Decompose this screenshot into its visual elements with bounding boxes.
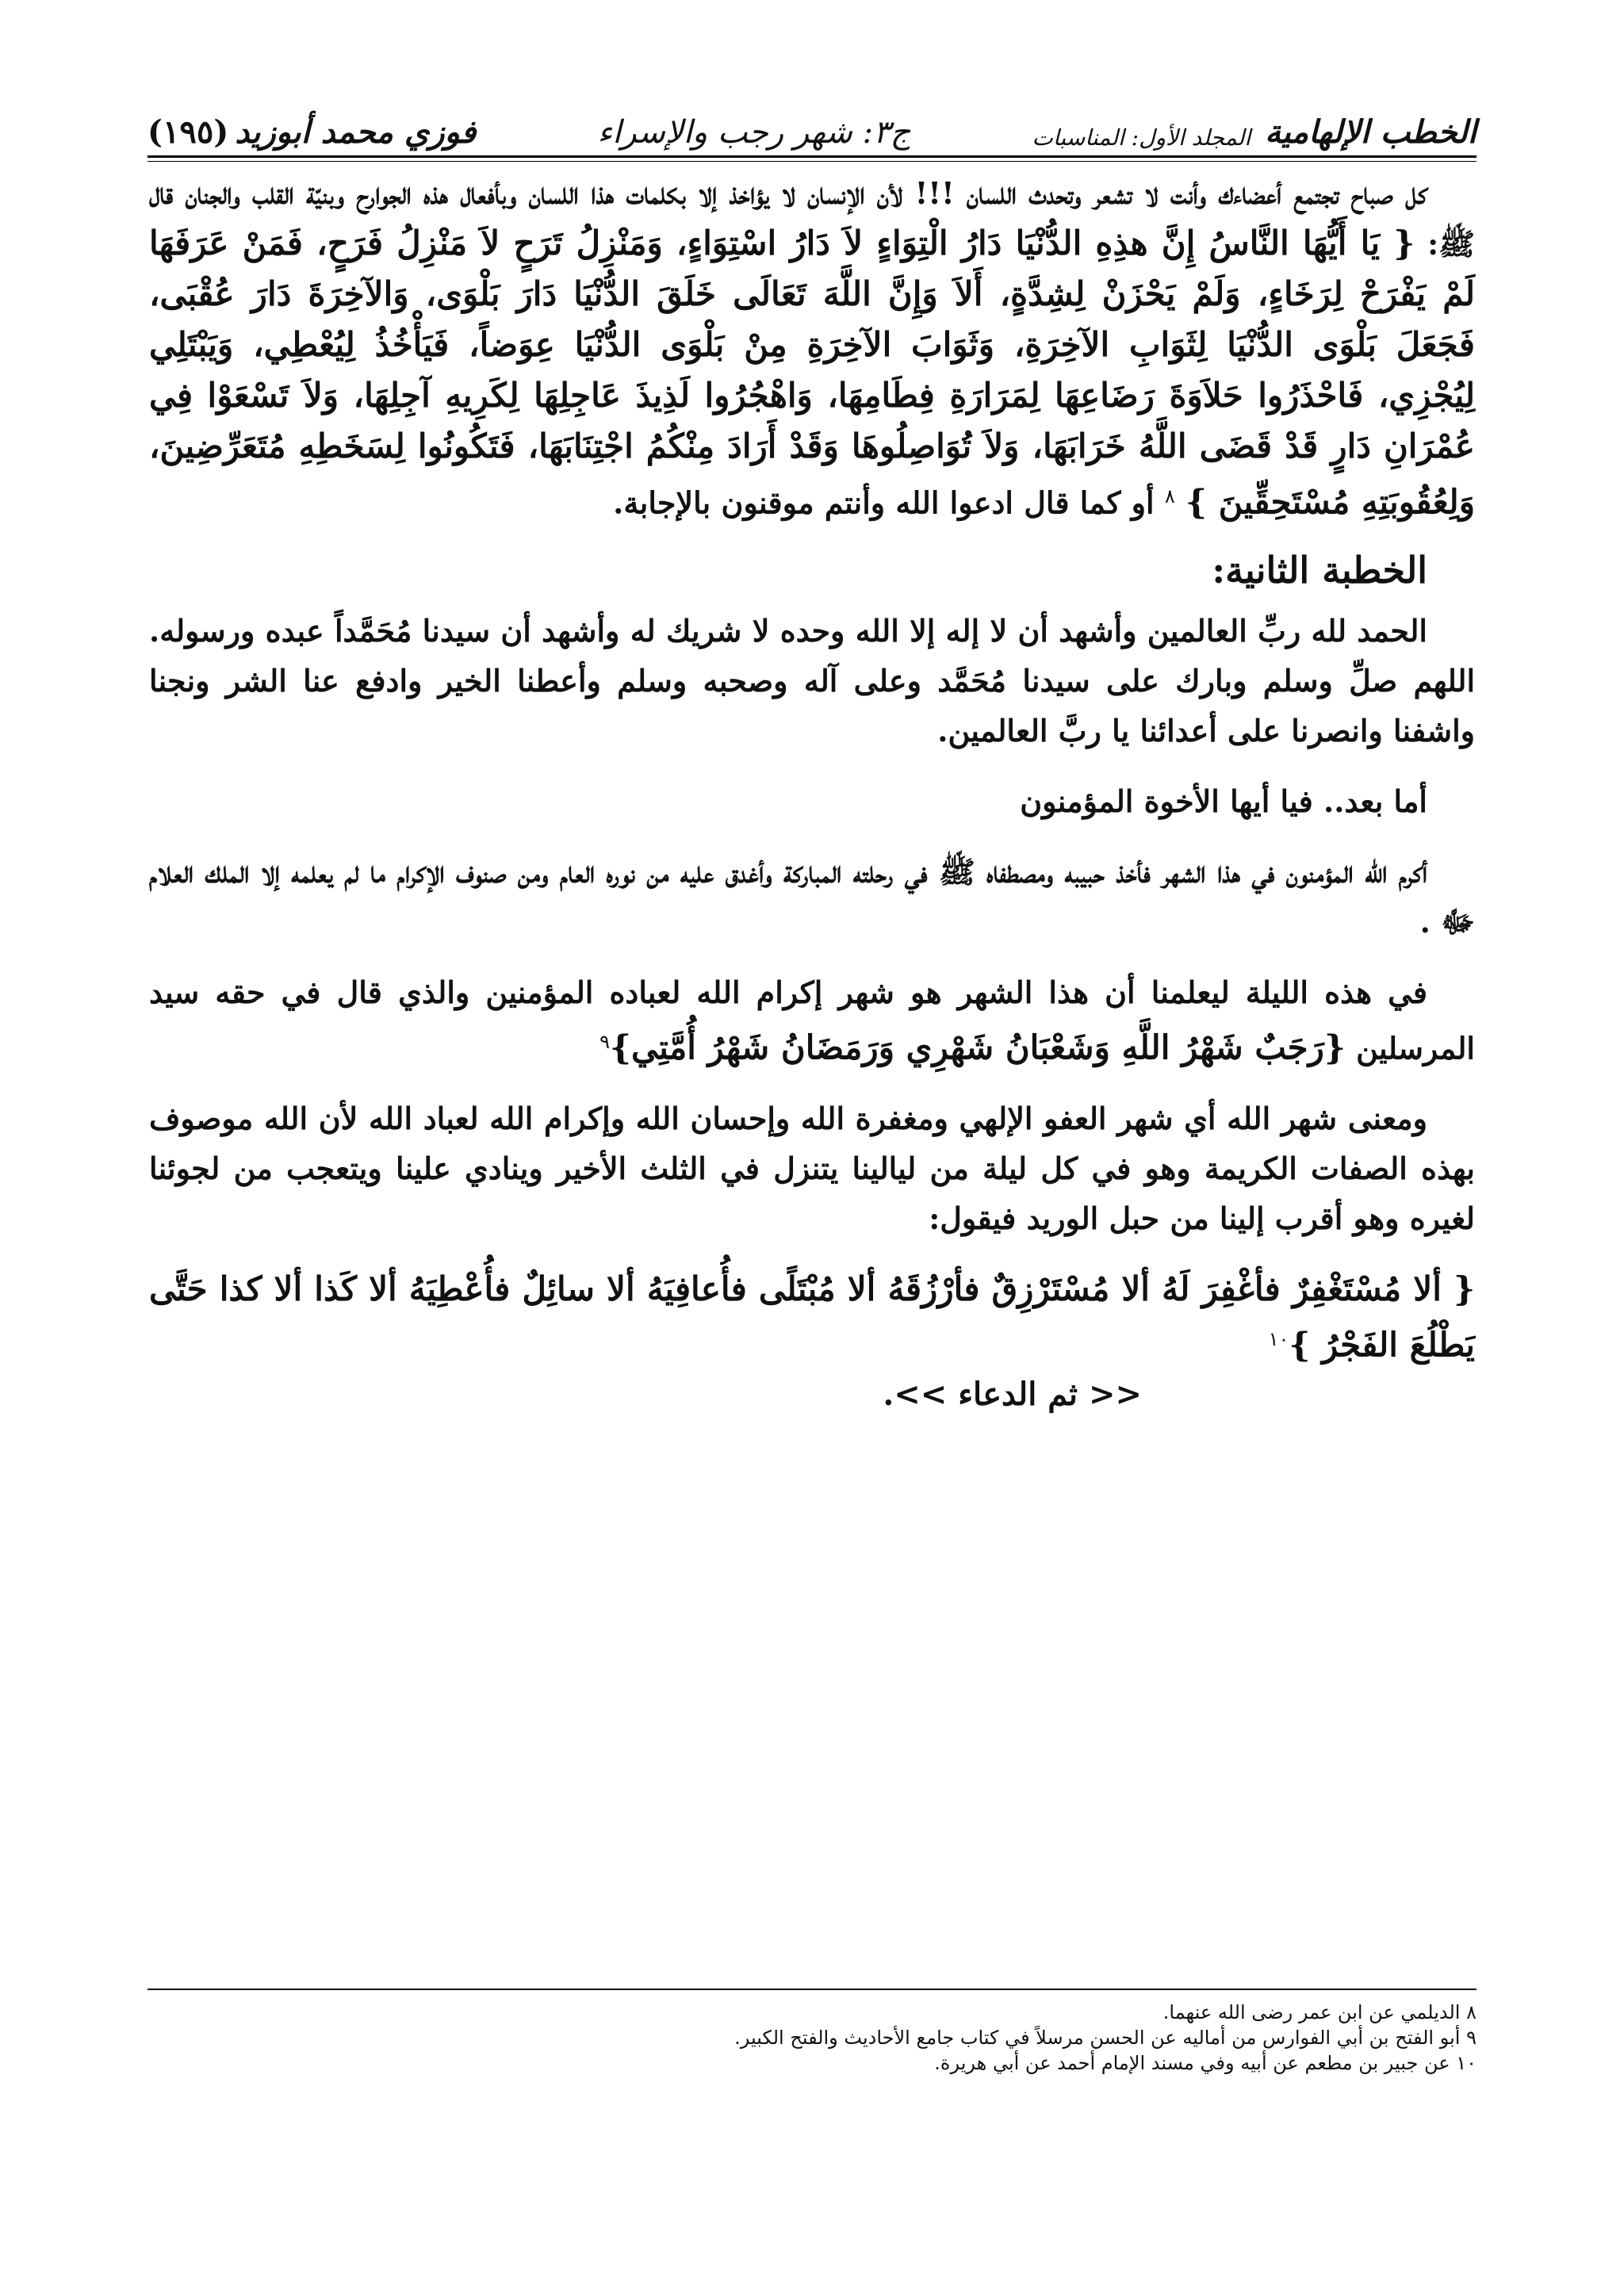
author-name: فوزي محمد أبوزيد <box>235 113 477 151</box>
paragraph-6: ومعنى شهر الله أي شهر العفو الإلهي ومغفرة الله وإحسان الله وإكرام الله لعباد الله لأن الله موصوف بهذه الصفات الكريمة وهو في كل ليلة من ليالينا يتنزل في الثلث الأخير وينادي علينا ويتعجب من لجوئنا لغيره وهو أقرب إلينا من حبل الوريد فيقول: <box>149 1101 1475 1237</box>
footnote-9: ٩ أبو الفتح بن أبي الفوارس من أماليه عن الحسن مرسلاً في كتاب جامع الأحاديث والفتح الكبير. <box>734 2027 1477 2049</box>
paragraph-3: أما بعد.. فيا أيها الأخوة المؤمنون <box>1020 783 1427 819</box>
footnote-ref-8: ٨ <box>1164 485 1175 507</box>
spacer <box>149 947 1475 967</box>
footnote-rule <box>147 1989 1477 1990</box>
page-number: (١٩٥) <box>147 113 229 151</box>
spacer <box>149 826 1475 847</box>
paragraph-1-tail: أو كما قال ادعوا الله وأنتم موقنون بالإجابة. <box>613 484 1155 521</box>
footnotes <box>147 2000 1477 2076</box>
hadith-quote-2: {رَجَبٌ شَهْرُ اللَّهِ وَشَعْبَانُ شَهْرِي وَرَمَضَانُ شَهْرُ أُمَّتِي} <box>610 1028 1346 1067</box>
closing-line: << ثم الدعاء >>. <box>883 1375 1142 1413</box>
paragraph-7 <box>149 1264 1475 1371</box>
header-right-group <box>1032 113 1477 151</box>
header-left-group <box>147 113 476 151</box>
spacer <box>149 1243 1475 1264</box>
paragraph-5-intro: في هذه الليلة ليعلمنا أن هذا الشهر هو شهر إكرام الله لعباده المؤمنين والذي قال في حقه سيد المرسلين <box>149 974 1475 1066</box>
spacer <box>149 756 1475 776</box>
book-title: الخطب الإلهامية <box>1265 113 1477 151</box>
section-heading: الخطبة الثانية: <box>1212 548 1427 591</box>
paragraph-1-intro: كل صباح تجتمع أعضاءك وأنت لا تشعر وتحدث اللسان !!! لأن الإنسان لا يؤاخذ إلا بكلمات هذا اللسان وبأفعال هذه الجوارح وبنيّة القلب والجنان قال ﷺ: <box>149 175 1475 262</box>
hadith-quote-3: { ألا مُسْتَغْفِرٌ فأغْفِرَ لَهُ ألا مُسْتَرْزِقٌ فأرْزُقَهُ ألا مُبْتَلًى فأُعافِيَهُ ألا سائِلٌ فأُعْطِيَهُ ألا كَذا ألا كذا حَتَّى يَطْلُعَ الفَجْرُ } <box>149 1269 1475 1365</box>
header-rule-thin <box>147 161 1477 162</box>
spacer <box>149 1073 1475 1093</box>
footnote-8: ٨ الديلمي عن ابن عمر رضى الله عنهما. <box>1162 2001 1477 2023</box>
header-rule <box>147 155 1477 158</box>
footnote-10: ١٠ عن جبير بن مطعم عن أبيه وفي مسند الإمام أحمد عن أبي هريرة. <box>934 2052 1477 2074</box>
main-text <box>149 168 1475 1413</box>
running-header <box>147 101 1477 151</box>
paragraph-1 <box>149 168 1475 528</box>
paragraph-4: أكرم الله المؤمنون في هذا الشهر فأخذ حبيبه ومصطفاه ﷺ في رحلته المباركة وأغدق عليه من نوره العام ومن صنوف الإكرام ما لم يعلمه إلا الملك العلام ﷻ . <box>149 853 1475 940</box>
volume-label: المجلد الأول: المناسبات <box>1032 124 1251 151</box>
part-label: ج٣: شهر رجب والإسراء <box>597 114 911 151</box>
footnote-ref-9: ٩ <box>599 1030 611 1053</box>
paragraph-5 <box>149 967 1475 1074</box>
footnote-ref-10: ١٠ <box>1268 1328 1289 1351</box>
paragraph-2: الحمد لله ربِّ العالمين وأشهد أن لا إله إلا الله وحده لا شريك له وأشهد أن سيدنا مُحَمَّداً عبده ورسوله. اللهم صلِّ وسلم وبارك على سيدنا مُحَمَّد وعلى آله وصحبه وسلم وأعطنا الخير وادفع عنا الشر ونجنا واشفنا وانصرنا على أعدائنا يا ربَّ العالمين. <box>149 612 1475 748</box>
hadith-quote-1: { يَا أَيُّهَا النَّاسُ إِنَّ هذِهِ الدُّنْيَا دَارُ الْتِوَاءٍ لاَ دَارُ اسْتِوَاءٍ، وَمَنْزِلُ تَرَحٍ لاَ مَنْزِلُ فَرَحٍ، فَمَنْ عَرَفَهَا لَمْ يَفْرَحْ لِرَخَاءٍ، وَلَمْ يَحْزَنْ لِشِدَّةٍ، أَلاَ وَإِنَّ اللَّهَ تَعَالَى خَلَقَ الدُّنْيَا دَارَ بَلْوَى، وَالآخِرَةَ دَارَ عُقْبَى، فَجَعَلَ بَلْوَى الدُّنْيَا لِثَوَابِ الآخِرَةِ، وَثَوَابَ الآخِرَةِ مِنْ بَلْوَى الدُّنْيَا عِوَضاً، فَيَأْخُذُ لِيُعْطِي، وَيَبْتَلِي لِيُجْزِي، فَاحْذَرُوا حَلاَوَةَ رَضَاعِهَا لِمَرَارَةِ فِطَامِهَا، وَاهْجُرُوا لَذِيذَ عَاجِلِهَا لِكَرِيهِ آجِلِهَا، وَلاَ تَسْعَوْا فِي عُمْرَانِ دَارٍ قَدْ قَضَى اللَّهُ خَرَابَهَا، وَلاَ تُوَاصِلُوهَا وَقَدْ أَرَادَ مِنْكُمُ اجْتِنَابَهَا، فَتَكُونُوا لِسَخَطِهِ مُتَعَرِّضِينَ، وَلِعُقُوبَتِهِ مُسْتَحِقِّينَ } <box>149 224 1475 522</box>
